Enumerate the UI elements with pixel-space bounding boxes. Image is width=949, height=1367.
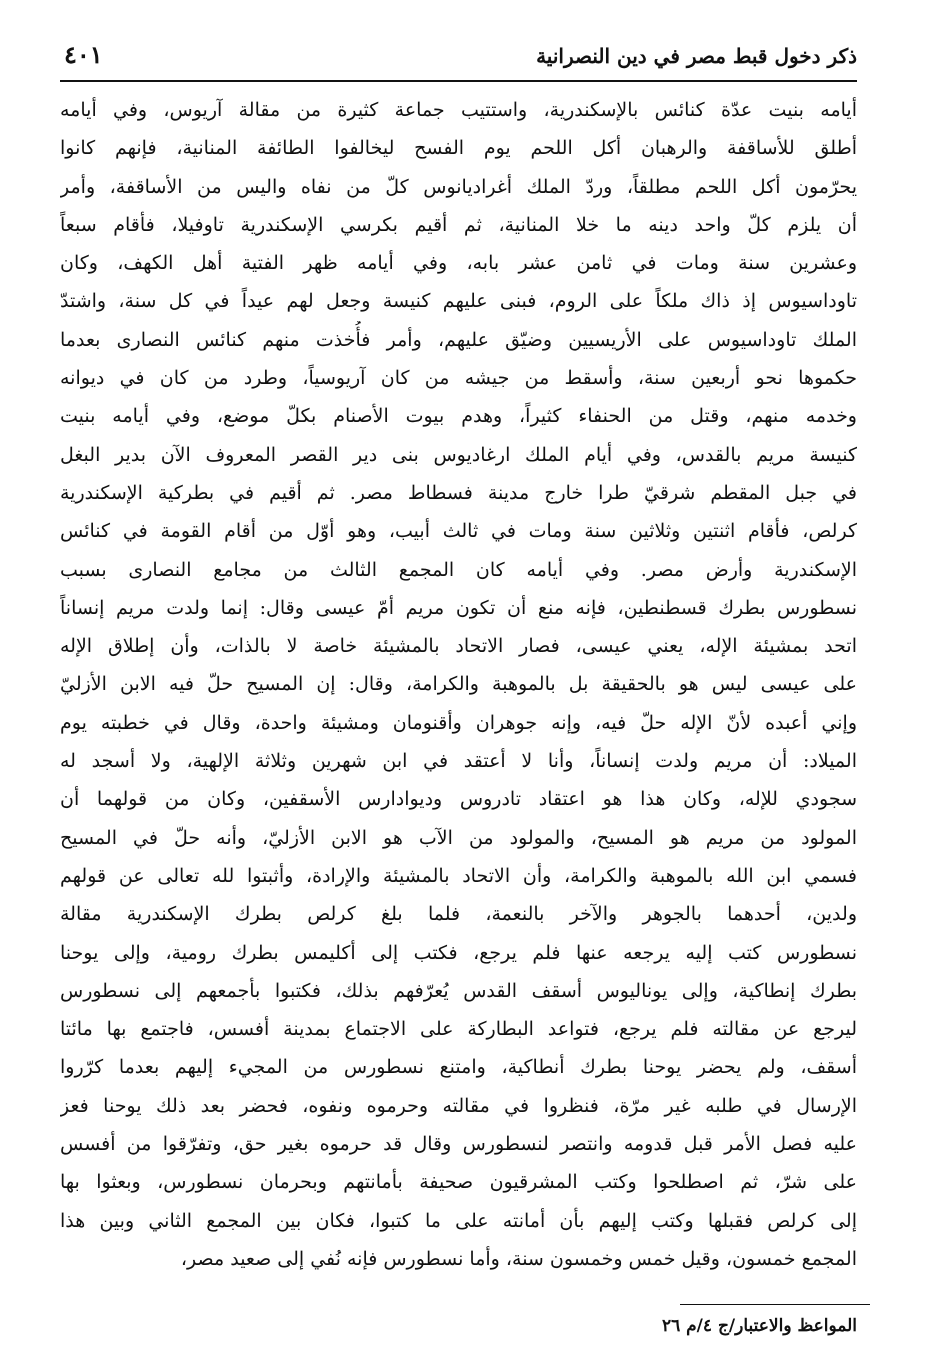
text-line: اتحد بمشيئة الإله، يعني عيسى، فصار الاتحاد بالمشيئة خاصة لا بالذات، وأن إطلاق الإله (60, 635, 857, 658)
text-line: كنيسة مريم بالقدس، وفي أيام الملك ارغاديوس بنى دير القصر المعروف الآن بدير البغل (60, 443, 857, 466)
text-line: أطلق للأساقفة والرهبان أكل اللحم يوم الفسح ليخالفوا الطائفة المنانية، فإنهم كانوا (60, 137, 857, 160)
page-header (60, 28, 857, 78)
text-line: نسطورس كتب إليه يرجعه عنها فلم يرجع، فكتب إلى أكليمس بطرك رومية، وإلى يوحنا (60, 941, 857, 964)
text-line: المجمع خمسون، وقيل خمس وخمسون سنة، وأما نسطورس فإنه نُفي إلى صعيد مصر، (180, 1247, 857, 1270)
text-line: وخدمه منهم، وقتل من الحنفاء كثيراً، وهدم بيوت الأصنام بكلّ موضع، وفي أيامه بنيت (60, 405, 857, 428)
text-line: عليه فصل الأمر قبل قدومه وانتصر لنسطورس وقال قد حرموه بغير حق، وتفرّقوا من أفسس (60, 1133, 857, 1156)
page-number: ٤٠١ (64, 40, 103, 69)
text-line: في جبل المقطم شرقيّ طرا خارج مدينة فسطاط مصر. ثم أقيم في بطركية الإسكندرية (60, 481, 857, 504)
text-line: بطرك إنطاكية، وإلى يوناليوس أسقف القدس يُعرّفهم بذلك، فكتبوا بأجمعهم إلى نسطورس (60, 979, 857, 1002)
text-line: ليرجع عن مقالته فلم يرجع، فتواعد البطاركة على الاجتماع بمدينة أفسس، فاجتمع بها مائتا (60, 1018, 857, 1041)
text-line: كرلص، فأقام اثنتين وثلاثين سنة ومات في ثالث أبيب، وهو أوّل من أقام القومة في كنائس (60, 520, 857, 543)
text-line: الملك تاوداسيوس على الأريسيين وضيّق عليهم، وأمر فأُخذت منهم كنائس النصارى بعدما (60, 328, 857, 351)
text-line: تاوداسيوس إذ ذاك ملكاً على الروم، فبنى عليهم كنيسة وجعل لهم عيداً في كل سنة، واشتدّ (60, 290, 857, 313)
text-line: حكموها نحو أربعين سنة، وأسقط من جيشه من كان آريوسياً، وطرد من كان في ديوانه (60, 367, 857, 390)
text-line: نسطورس بطرك قسطنطين، فإنه منع أن تكون مريم أمّ عيسى وقال: إنما ولدت مريم إنساناً (60, 596, 857, 619)
body-text (60, 91, 857, 1278)
text-line: المولود من مريم هو المسيح، والمولود من الآب هو الابن الأزليّ، وأنه حلّ في المسيح (60, 826, 857, 849)
text-line: وإني أعبده لأنّ الإله حلّ فيه، وإنه جوهران وأقنومان ومشيئة واحدة، وقال في خطبته يوم (60, 711, 857, 734)
text-line: وعشرين سنة ومات في ثامن عشر بابه، وفي أيامه ظهر الفتية أهل الكهف، وكان (60, 252, 857, 275)
text-line: أن يلزم كلّ واحد دينه ما خلا المنانية، ثم أقيم بكرسي الإسكندرية تاوفيلا، فأقام سبعاً (60, 213, 857, 236)
text-line: الميلاد: أن مريم ولدت إنساناً، وأنا لا أعتقد في ابن شهرين وثلاثة الإلهية، ولا أسجد له (60, 750, 857, 773)
text-line: فسمي ابن الله بالموهبة والكرامة، وأن الاتحاد بالمشيئة والإرادة، وأثبتوا لله تعالى عن قولهم (60, 864, 857, 887)
text-line: على عيسى ليس هو بالحقيقة بل بالموهبة والكرامة، وقال: إن المسيح حلّ فيه الابن الأزليّ (60, 673, 857, 696)
text-line: سجودي للإله، وكان هذا هو اعتقاد تادروس وديوادارس الأسقفين، وكان من قولهما أن (60, 788, 857, 811)
text-line: يحرّمون أكل اللحم مطلقاً، وردّ الملك أغراديانوس كلّ من نفاه واليس من الأساقفة، وأمر (60, 175, 857, 198)
text-line: الإرسال في طلبه غير مرّة، فنظروا في مقالته وحرموه ونفوه، فحضر بعد ذلك يوحنا فعز (60, 1094, 857, 1117)
signature-line: المواعظ والاعتبار/ج ٤/م ٢٦ (661, 1316, 857, 1336)
text-line: على شرّ، ثم اصطلحوا وكتب المشرقيون صحيفة بأمانتهم وبحرمان نسطورس، وبعثوا بها (60, 1171, 857, 1194)
text-line: أسقف، ولم يحضر يوحنا بطرك أنطاكية، وامتنع نسطورس من المجيء إليهم بعدما كرّروا (60, 1056, 857, 1079)
text-line: الإسكندرية وأرض مصر. وفي أيامه كان المجمع الثالث من مجامع النصارى بسبب (60, 558, 857, 581)
text-line: أيامه بنيت عدّة كنائس بالإسكندرية، واستتيب جماعة كثيرة من مقالة آريوس، وفي أيامه (60, 99, 857, 121)
header-rule (60, 80, 857, 82)
footer-rule (680, 1304, 870, 1305)
running-head-title: ذكر دخول قبط مصر في دين النصرانية (536, 44, 857, 68)
text-line: ولدين، أحدهما بالجوهر والآخر بالنعمة، فلما بلغ كرلص بطرك الإسكندرية مقالة (60, 903, 857, 926)
text-line: إلى كرلص فقبلها وكتب إليهم بأن أمانته على ما كتبوا، فكان بين المجمع الثاني وبين هذا (60, 1209, 857, 1232)
